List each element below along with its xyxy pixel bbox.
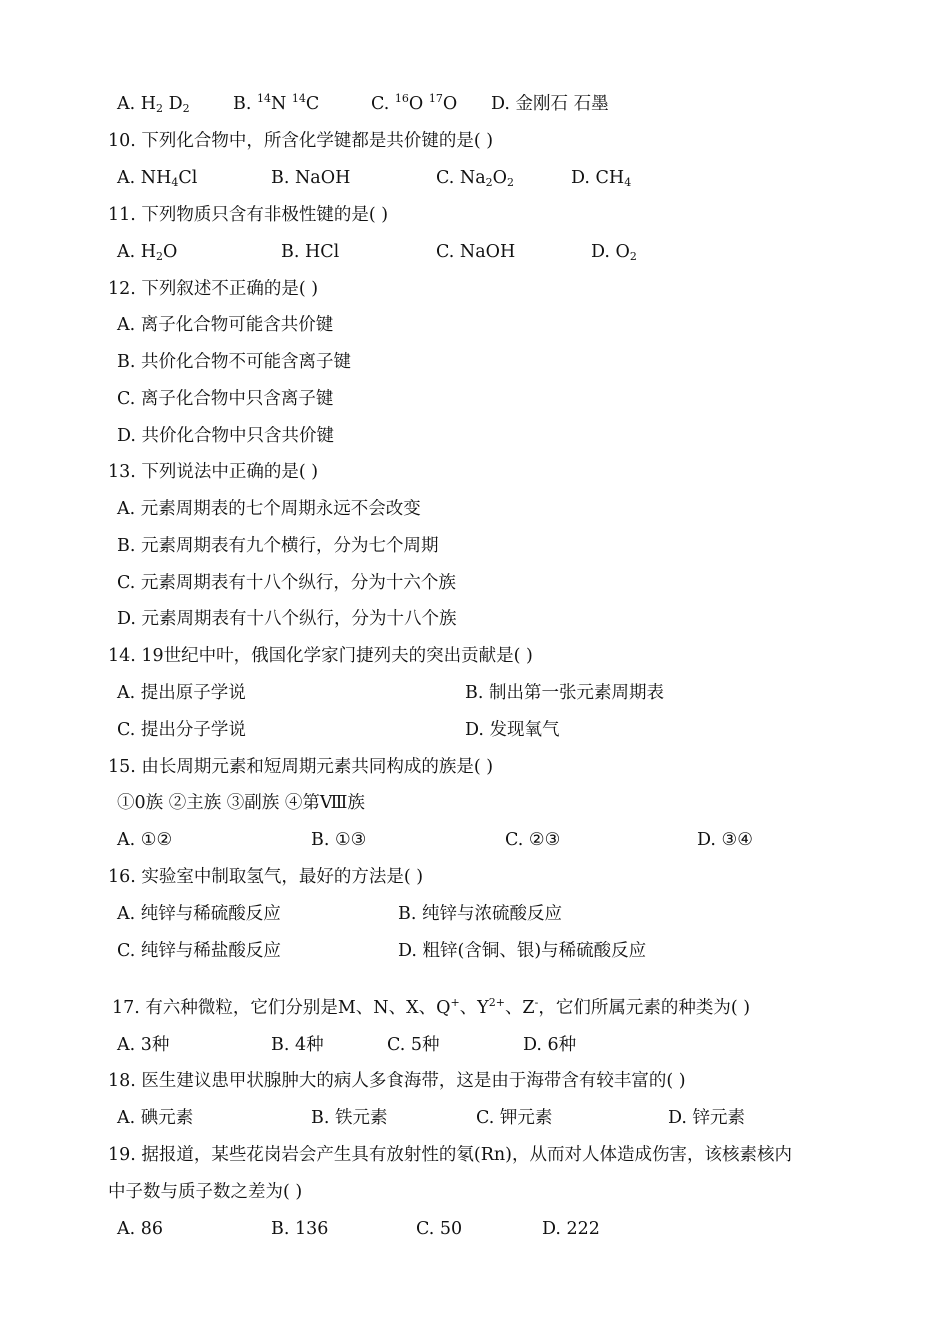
q10-option-c: C. $Na_2O_2$ bbox=[436, 168, 514, 189]
q11-option-a: A. $H_2O$ bbox=[117, 242, 178, 263]
q19-option-b: B. 136 bbox=[271, 1219, 329, 1239]
q14-stem: 14. 19世纪中叶，俄国化学家门捷列夫的突出贡献是( ) bbox=[108, 646, 533, 666]
q18-option-d: D. 锌元素 bbox=[668, 1108, 746, 1128]
q14-option-d: D. 发现氧气 bbox=[465, 720, 560, 740]
q10-option-b: B. NaOH bbox=[271, 168, 351, 188]
q14-option-c: C. 提出分子学说 bbox=[117, 720, 246, 740]
q19-option-c: C. 50 bbox=[416, 1219, 463, 1239]
q15-items: ①0族 ②主族 ③副族 ④第Ⅷ族 bbox=[117, 793, 365, 813]
q15-option-a: A. ①② bbox=[117, 830, 173, 850]
q12-option-a: A. 离子化合物可能含共价键 bbox=[117, 315, 334, 335]
q10-option-d: D. $CH_4$ bbox=[571, 168, 632, 189]
q9-option-a: A. $H_2$ $D_2$ bbox=[117, 94, 190, 115]
q19-stem-line2: 中子数与质子数之差为( ) bbox=[108, 1182, 303, 1202]
q9-option-b: B. $^{14}$N $^{14}$C bbox=[233, 92, 320, 114]
q16-option-c: C. 纯锌与稀盐酸反应 bbox=[117, 941, 281, 961]
q16-option-b: B. 纯锌与浓硫酸反应 bbox=[398, 904, 562, 924]
q13-option-b: B. 元素周期表有九个横行，分为七个周期 bbox=[117, 536, 439, 556]
q16-option-a: A. 纯锌与稀硫酸反应 bbox=[117, 904, 281, 924]
q11-option-c: C. NaOH bbox=[436, 242, 516, 262]
q13-option-d: D. 元素周期表有十八个纵行，分为十八个族 bbox=[117, 609, 457, 629]
q18-option-a: A. 碘元素 bbox=[117, 1108, 194, 1128]
q10-stem: 10. 下列化合物中，所含化学键都是共价键的是( ) bbox=[108, 131, 494, 151]
q18-option-b: B. 铁元素 bbox=[311, 1108, 388, 1128]
q15-option-c: C. ②③ bbox=[505, 830, 561, 850]
q12-option-d: D. 共价化合物中只含共价键 bbox=[117, 426, 335, 446]
q17-option-b: B. 4种 bbox=[271, 1035, 324, 1055]
q10-option-a: A. $NH_4Cl$ bbox=[117, 168, 198, 189]
q13-option-c: C. 元素周期表有十八个纵行，分为十六个族 bbox=[117, 573, 456, 593]
q12-stem: 12. 下列叙述不正确的是( ) bbox=[108, 279, 319, 299]
q17-option-c: C. 5种 bbox=[387, 1035, 440, 1055]
q18-option-c: C. 钾元素 bbox=[476, 1108, 553, 1128]
q11-option-d: D. $O_2$ bbox=[591, 242, 637, 263]
q12-option-b: B. 共价化合物不可能含离子键 bbox=[117, 352, 351, 372]
q14-option-b: B. 制出第一张元素周期表 bbox=[465, 683, 664, 703]
q13-option-a: A. 元素周期表的七个周期永远不会改变 bbox=[117, 499, 421, 519]
q17-option-a: A. 3种 bbox=[117, 1035, 170, 1055]
q14-option-a: A. 提出原子学说 bbox=[117, 683, 246, 703]
q15-option-b: B. ①③ bbox=[311, 830, 367, 850]
q13-stem: 13. 下列说法中正确的是( ) bbox=[108, 462, 319, 482]
q17-stem: 17. 有六种微粒，它们分别是M、N、X、Q+、$Y^{2+}$、Z-，它们所属元素的种类为( ) bbox=[112, 996, 751, 1018]
q17-option-d: D. 6种 bbox=[523, 1035, 577, 1055]
q16-stem: 16. 实验室中制取氢气，最好的方法是( ) bbox=[108, 867, 424, 887]
q16-option-d: D. 粗锌(含铜、银)与稀硫酸反应 bbox=[398, 941, 647, 961]
q18-stem: 18. 医生建议患甲状腺肿大的病人多食海带，这是由于海带含有较丰富的( ) bbox=[108, 1071, 686, 1091]
q11-stem: 11. 下列物质只含有非极性键的是( ) bbox=[108, 205, 389, 225]
q9-option-d: D. 金刚石 石墨 bbox=[491, 94, 609, 114]
q12-option-c: C. 离子化合物中只含离子键 bbox=[117, 389, 334, 409]
q19-option-d: D. 222 bbox=[542, 1219, 600, 1239]
q9-option-c: C. $^{16}$O $^{17}$O bbox=[371, 92, 458, 114]
q19-stem-line1: 19. 据报道，某些花岗岩会产生具有放射性的氡(Rn)，从而对人体造成伤害，该核素核内 bbox=[108, 1145, 792, 1165]
q15-option-d: D. ③④ bbox=[697, 830, 753, 850]
q15-stem: 15. 由长周期元素和短周期元素共同构成的族是( ) bbox=[108, 757, 494, 777]
q19-option-a: A. 86 bbox=[117, 1219, 164, 1239]
q11-option-b: B. HCl bbox=[281, 242, 340, 262]
